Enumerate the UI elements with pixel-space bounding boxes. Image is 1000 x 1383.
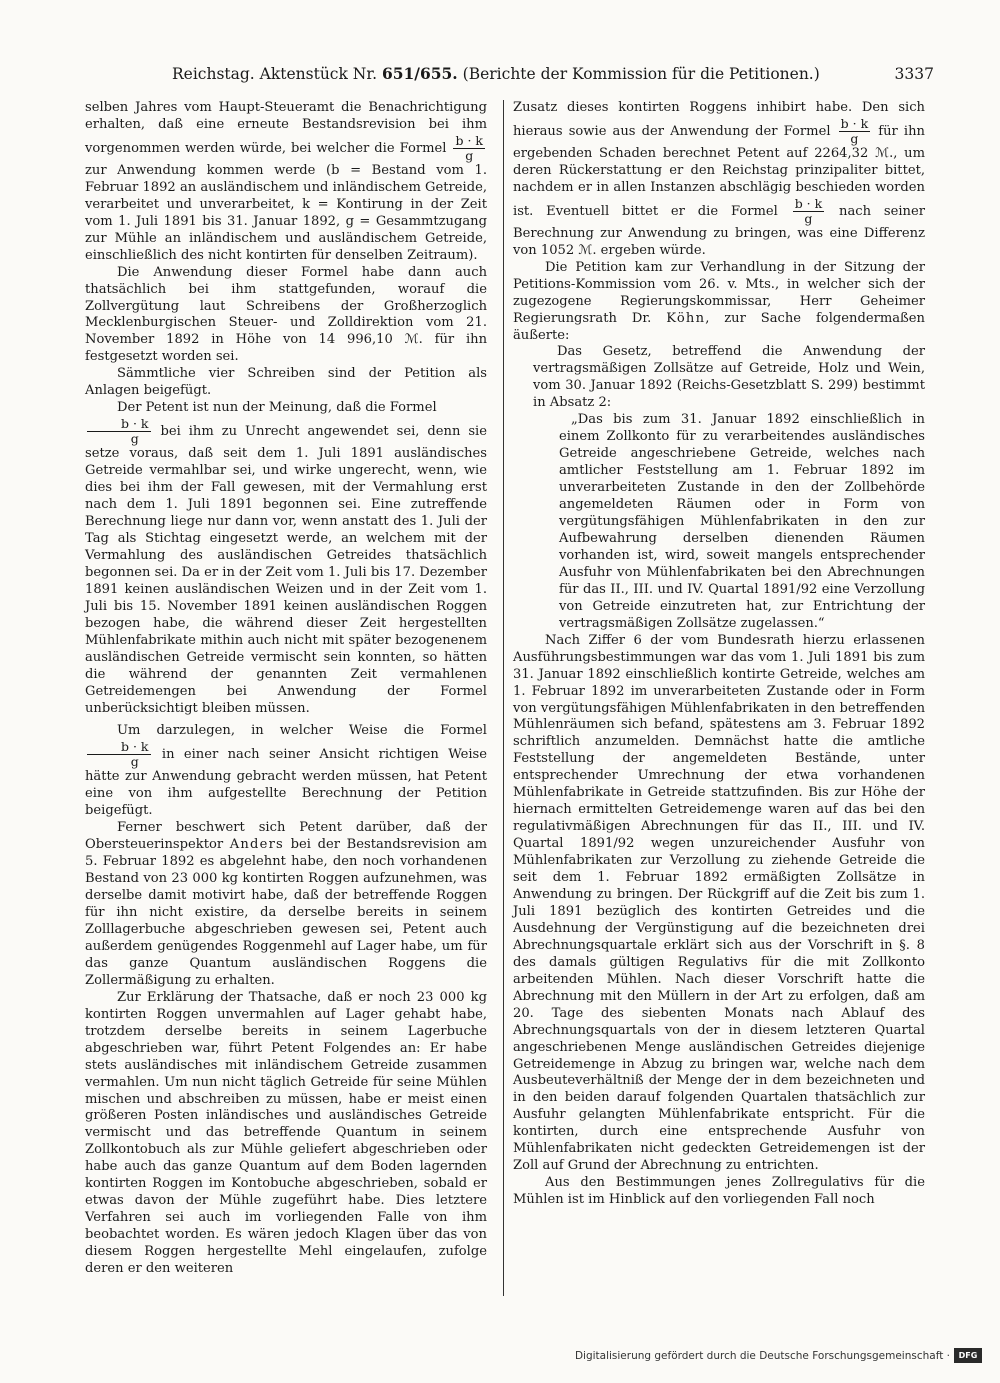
paragraph [85, 723, 487, 820]
formula-denominator: g [850, 130, 859, 146]
formula-denominator: g [130, 754, 139, 770]
text: bei ihm zu Unrecht angewendet sei, denn sie setze voraus, daß seit dem 1. Juli 1891 ausländisches Getreide vermahlbar sei, und wirke ungerecht, wenn, wie dies bei ihm der Fall gewesen, mit der Vermahlung erst nach dem 1. Juli 1891 begonnen sei. Eine zutreffende Berechnung liege nur dann vor, wenn anstatt des 1. Juli der Tag als Stichtag eingesetzt werde, an welchem mit der Vermahlung des ausländischen Getreides thatsächlich begonnen sei. Da er in der Zeit vom 1. Juli bis 17. Dezember 1891 keinen ausländischen Weizen und in der Zeit vom 1. Juli bis 15. November 1891 keinen ausländischen Roggen bezogen habe, die während dieser Zeit hergestellten Mühlenfabrikate mithin auch nicht mit später bezogenenem ausländischen Getreide vermischt sein konnten, so hätten die während der genannten Zeit vermahlenen Getreidemengen bei Anwendung der Formel unberücksichtigt bleiben müssen. [85, 424, 487, 716]
text: Zusatz dieses kontirten Roggens inhibirt habe. Den sich hieraus sowie aus der Anwendung der Formel [513, 100, 925, 139]
formula-numerator: b · k [455, 132, 483, 148]
text: bei der Bestandsrevision am 5. Februar 1892 es abgelehnt habe, den noch vorhandenen Bestand von 23 000 kg kontirten Roggen aufzunehmen, was derselbe damit motivirt habe, daß der betreffende Roggen für ihn nicht existire, da derselbe bereits in seinem Zolllagerbuche abgeschrieben gewesen sei, Petent auch außerdem genügendes Roggenmehl auf Lager habe, um für das ganze Quantum ausländischen Roggens die Zollermäßigung zu erhalten. [85, 837, 487, 988]
digitization-footer [575, 1348, 982, 1363]
formula-numerator: b · k [87, 740, 151, 755]
paragraph [513, 100, 925, 260]
paragraph [513, 260, 925, 345]
formula-denominator: g [804, 210, 813, 226]
text: zur Anwendung kommen werde (b = Bestand vom 1. Februar 1892 an ausländischem und inländischem Getreide, verarbeitet und unverarbeitet, k = Kontirung in der Zeit vom 1. Juli 1891 bis 31. Januar 1892, g = Gesammtzugang zur Mühle an inländischem und ausländischem Getreide, einschließlich des nicht kontirten für denselben Zeitraum). [85, 162, 487, 263]
text: , zur Sache folgendermaßen äußerte: [513, 310, 925, 343]
paragraph: Aus den Bestimmungen jenes Zollregulativs für die Mühlen ist im Hinblick auf den vorliegenden Fall noch [513, 1175, 925, 1208]
header-prefix: Reichstag. Aktenstück Nr. [172, 65, 377, 83]
person-name: Köhn [666, 310, 706, 326]
person-name: Anders [229, 837, 284, 853]
paragraph [85, 100, 487, 265]
paragraph: Die Anwendung dieser Formel habe dann auch thatsächlich bei ihm stattgefunden, worauf die Zollvergütung laut Schreibens der Großherzoglich Mecklenburgischen Steuer- und Zolldirektion vom 21. November 1892 in Höhe von 14 996,10 ℳ. für ihn festgesetzt worden sei. [85, 264, 487, 365]
formula [453, 134, 485, 163]
text: Um darzulegen, in welcher Weise die Formel [117, 723, 487, 739]
footer-text: Digitalisierung gefördert durch die Deutsche Forschungsgemeinschaft · [574, 1349, 950, 1362]
dfg-logo-icon: DFG [954, 1348, 982, 1363]
header-title [172, 62, 820, 86]
quoted-paragraph: „Das bis zum 31. Januar 1892 einschließlich in einem Zollkonto für zu verarbeitendes ausländisches Getreide angeschriebene Getreide, welches nach amtlicher Feststellung am 1. Februar 1892 im unverarbeiteten Zustande in den der Zollbehörde angemeldeten Räumen oder in Form von vergütungsfähigen Mühlenfabrikaten in den zur Aufbewahrung derselben dienenden Räumen vorhanden ist, wird, soweit mangels entsprechender Ausfuhr von Mühlenfabrikaten bei den Abrechnungen für das II., III. und IV. Quartal 1891/92 eine Verzollung von Getreide einzutreten hat, zur Entrichtung der vertragsmäßigen Zollsätze zugelassen.“ [559, 412, 925, 631]
paragraph [85, 400, 487, 717]
text: in einer nach seiner Ansicht richtigen Weise hätte zur Anwendung gebracht werden müssen, hat Petent eine von ihm aufgestellte Berechnung der Petition beigefügt. [85, 747, 487, 819]
right-column [513, 100, 925, 1209]
text: Die Petition kam zur Verhandlung in der Sitzung der Petitions-Kommission vom 26. v. Mts., in welcher sich der zugezogene Regierungskommissar, Herr Geheimer Regierungsrath Dr. [513, 259, 925, 326]
formula-denominator: g [465, 147, 474, 163]
quoted-law: Das Gesetz, betreffend die Anwendung der vertragsmäßigen Zollsätze auf Getreide, Holz und Wein, vom 30. Januar 1892 (Reichs-Gesetzblatt S. 299) bestimmt in Absatz 2: [533, 344, 925, 411]
formula-numerator: b · k [87, 417, 151, 432]
formula-numerator: b · k [794, 195, 823, 211]
paragraph: Sämmtliche vier Schreiben sind der Petition als Anlagen beigefügt. [85, 366, 487, 399]
text: nach seiner Berechnung zur Anwendung zu bringen, was eine Differenz von 1052 ℳ. ergeben würde. [513, 203, 925, 258]
running-header [82, 62, 934, 86]
paragraph: Nach Ziffer 6 der vom Bundesrath hierzu erlassenen Ausführungsbestimmungen war das vom 1. Juli 1891 bis zum 31. Januar 1892 einschließlich kontirte Getreide, welches am 1. Februar 1892 im unverarbeiteten Zustande oder in Form von vergütungsfähigen Mühlenfabrikaten in den betreffenden Mühlenräumen sich befand, spätestens am 3. Februar 1892 schriftlich anzumelden. Demnächst hatte die amtliche Feststellung der angemeldeten Bestände, unter entsprechender Umrechnung der etwa vorhandenen Mühlenfabrikate in Getreide stattzufinden. Bis zur Höhe der hiernach ermittelten Getreidemenge waren auf das bei den regulativmäßigen Abrechnungen für das II., III. und IV. Quartal 1891/92 wegen unzureichender Ausfuhr von Mühlenfabrikaten zur Verzollung zu ziehende Getreide die seit dem 1. Februar 1892 ermäßigten Zollsätze in Anwendung zu bringen. Der Rückgriff auf die Zeit bis zum 1. Juli 1891 bezüglich des kontirten Getreides und die Ausdehnung der Vergünstigung auf die bezeichneten drei Abrechnungsquartale erklärt sich aus der Vorschrift in §. 8 des damals gültigen Regulativs für die mit Zollkonto arbeitenden Mühlen. Nach dieser Vorschrift hatte die Abrechnung mit den Müllern in der Art zu erfolgen, daß am 20. Tage des siebenten Monats nach Ablauf des Abrechnungsquartals von der in diesem letzteren Quartal angeschriebenen Menge ausländischen Getreides diejenige Getreidemenge in Abzug zu bringen war, welche nach dem Ausbeuteverhältniß der Menge der in dem bezeichneten und in den beiden darauf folgenden Quartalen thatsächlich zur Ausfuhr gelangten Mühlenfabrikate entspricht. Für die kontirten, durch eine entsprechende Ausfuhr von Mühlenfabrikaten nicht gedeckten Getreidemengen ist der Zoll auf Grund der Abrechnung zu entrichten. [513, 632, 925, 1174]
text: Der Petent ist nun der Meinung, daß die Formel [117, 400, 437, 416]
paragraph: Zur Erklärung der Thatsache, daß er noch 23 000 kg kontirten Roggen unvermahlen auf Lager gehabt habe, trotzdem derselbe bereits in seinem Lagerbuche abgeschrieben war, führt Petent Folgendes an: Er habe stets ausländisches mit inländischem Getreide zusammen vermahlen. Um nun nicht täglich Getreide für seine Mühlen mischen und abschreiben zu müssen, habe er meist einen größeren Posten inländisches und ausländisches Getreide vermischt und das betreffende Quantum in seinem Zollkontobuch als zur Mühle geliefert abgeschrieben oder habe auch das ganze Quantum auf dem Boden lagernden kontirten Roggen im Kontobuche abgeschrieben, sobald er etwas davon der Mühle zugeführt habe. Dies letztere Verfahren sei auch im vorliegenden Falle von ihm beobachtet worden. Es wären jedoch Klagen über das von diesem Roggen hergestellte Mehl eingelaufen, zufolge deren er den weiteren [85, 989, 487, 1277]
formula [839, 117, 871, 146]
text: Ferner beschwert sich Petent darüber, daß der Obersteuerinspektor [85, 820, 487, 853]
text: für ihn ergebenden Schaden berechnet Petent auf 2264,32 ℳ., um deren Rückerstattung er den Reichstag prinzipaliter bittet, nachdem er in allen Instanzen abschlägig beschieden worden ist. Eventuell bittet er die Formel [513, 123, 925, 219]
left-column [85, 100, 487, 1278]
formula-numerator: b · k [840, 115, 869, 131]
text: selben Jahres vom Haupt-Steueramt die Benachrichtigung erhalten, daß eine erneute Bestandsrevision bei ihm vorgenommen werden würde, bei welcher die Formel [85, 100, 487, 156]
formula [87, 740, 151, 769]
document-number: 651/655. [381, 64, 458, 83]
paragraph [85, 820, 487, 990]
formula [793, 197, 825, 226]
formula-denominator: g [130, 431, 139, 447]
page-number: 3337 [894, 65, 934, 83]
header-suffix: (Berichte der Kommission für die Petitionen.) [462, 65, 820, 83]
column-divider [503, 100, 504, 1296]
formula [87, 417, 151, 446]
